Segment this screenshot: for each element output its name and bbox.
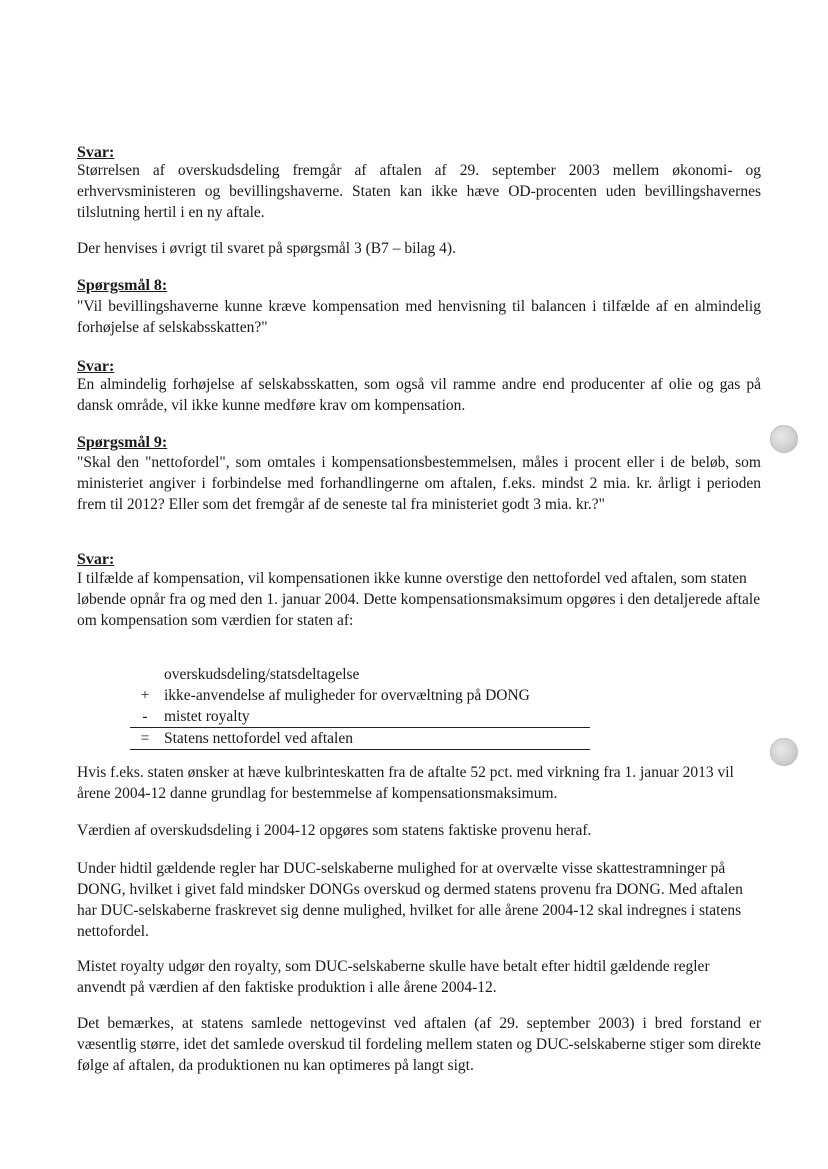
- formula-result-row: [130, 728, 590, 750]
- calculation-formula: [130, 664, 590, 750]
- question-8-heading: Spørgsmål 8:: [77, 277, 168, 294]
- question-9-text: "Skal den "nettofordel", som omtales i kompensationsbestemmelsen, måles i procent eller i de beløb, som ministeriet angiver i forbindelse med forhandlingerne om aftalen, f.eks. mindst 2 mia. kr. årligt i perioden frem til 2012? Eller som det fremgår af de seneste tal fra ministeriet godt 3 mia. kr.?": [77, 454, 761, 513]
- paragraph: Værdien af overskudsdeling i 2004-12 opgøres som statens faktiske provenu heraf.: [77, 822, 592, 839]
- formula-term: Statens nettofordel ved aftalen: [164, 730, 353, 747]
- question-9-heading: Spørgsmål 9:: [77, 434, 168, 451]
- formula-row: [130, 706, 590, 728]
- answer-heading: Svar:: [77, 358, 115, 375]
- paragraph: Det bemærkes, at statens samlede nettogevinst ved aftalen (af 29. september 2003) i bred forstand er væsentlig større, idet det samlede overskud til fordeling mellem staten og DUC-selskaberne stiger som direkte følge af aftalen, da produktionen nu kan optimeres på langt sigt.: [77, 1015, 761, 1074]
- formula-operator: =: [140, 730, 150, 747]
- paragraph: Hvis f.eks. staten ønsker at hæve kulbrinteskatten fra de aftalte 52 pct. med virkning fra 1. januar 2013 vil årene 2004-12 danne grundlag for bestemmelse af kompensationsmaksimum.: [77, 764, 734, 802]
- formula-row: [130, 664, 590, 685]
- formula-term: mistet royalty: [164, 708, 250, 725]
- punch-hole: [770, 425, 798, 453]
- answer-text: I tilfælde af kompensation, vil kompensationen ikke kunne overstige den nettofordel ved aftalen, som staten løbende opnår fra og med den 1. januar 2004. Dette kompensationsmaksimum opgøres i den detaljerede aftale om kompensation som værdien for staten af:: [77, 570, 761, 629]
- formula-operator: -: [142, 708, 148, 725]
- answer-text: En almindelig forhøjelse af selskabsskatten, som også vil ramme andre end producenter af olie og gas på dansk område, vil ikke kunne medføre krav om kompensation.: [77, 376, 761, 414]
- question-8-text: "Vil bevillingshaverne kunne kræve kompensation med henvisning til balancen i tilfælde af en almindelig forhøjelse af selskabsskatten?": [77, 298, 761, 336]
- reference-text: Der henvises i øvrigt til svaret på spørgsmål 3 (B7 – bilag 4).: [77, 240, 456, 257]
- punch-hole: [770, 738, 798, 766]
- formula-term: overskudsdeling/statsdeltagelse: [164, 666, 360, 683]
- formula-row: [130, 685, 590, 706]
- answer-heading: Svar:: [77, 551, 115, 568]
- answer-heading: Svar:: [77, 144, 115, 161]
- formula-term: ikke-anvendelse af muligheder for overvæltning på DONG: [164, 687, 530, 704]
- paragraph: Mistet royalty udgør den royalty, som DUC-selskaberne skulle have betalt efter hidtil gældende regler anvendt på værdien af den faktiske produktion i alle årene 2004-12.: [77, 958, 710, 996]
- paragraph: Under hidtil gældende regler har DUC-selskaberne mulighed for at overvælte visse skattestramninger på DONG, hvilket i givet fald mindsker DONGs overskud og dermed statens provenu fra DONG. Med aftalen har DUC-selskaberne fraskrevet sig denne mulighed, hvilket for alle årene 2004-12 skal indregnes i statens nettofordel.: [77, 860, 743, 940]
- answer-text: Størrelsen af overskudsdeling fremgår af aftalen af 29. september 2003 mellem økonomi- og erhvervsministeren og bevillingshaverne. Staten kan ikke hæve OD-procenten uden bevillingshavernes tilslutning hertil i en ny aftale.: [77, 162, 761, 221]
- formula-operator: +: [140, 687, 150, 704]
